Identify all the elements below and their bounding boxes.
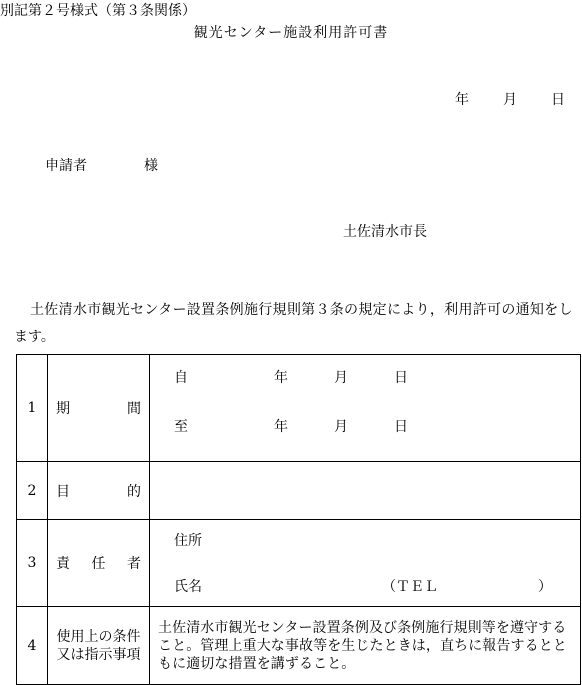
body-text-line-2: ます。	[14, 329, 55, 345]
row-number: 1	[17, 355, 48, 462]
table-row-responsible-person	[17, 520, 581, 607]
conditions-label: 使用上の条件 又は指示事項	[48, 607, 150, 685]
responsible-person-field[interactable]	[150, 520, 581, 607]
period-to-line: 至 年 月 日	[174, 419, 408, 435]
table-row-purpose	[17, 462, 581, 520]
tel-close: ）	[538, 579, 552, 595]
issuer-name: 土佐清水市長	[343, 224, 427, 240]
applicant-line	[45, 158, 158, 174]
table-row-conditions	[17, 607, 581, 685]
purpose-field[interactable]	[150, 462, 581, 520]
conditions-content	[150, 607, 581, 685]
applicant-label: 申請者	[45, 158, 87, 174]
period-from-line: 自 年 月 日	[174, 370, 408, 386]
issue-date-month: 月	[503, 92, 517, 108]
issue-date-line	[455, 92, 565, 108]
name-label: 氏名	[174, 579, 202, 595]
row-number: 4	[17, 607, 48, 685]
responsible-person-label: 責 任 者	[48, 520, 150, 607]
conditions-text: 土佐清水市観光センター設置条例及び条例施行規則等を遵守すること。管理上重大な事故等を生じたときは，直ちに報告するとともに適切な措置を講ずること。	[158, 619, 567, 672]
purpose-label: 目 的	[48, 462, 150, 520]
row-number: 3	[17, 520, 48, 607]
body-text-line-1: 土佐清水市観光センター設置条例施行規則第３条の規定により，利用許可の通知をし	[30, 302, 573, 318]
issue-date-year: 年	[455, 92, 469, 108]
issue-date-day: 日	[551, 92, 565, 108]
row-number: 2	[17, 462, 48, 520]
tel-open: （ＴＥＬ	[382, 579, 438, 595]
table-row-period	[17, 355, 581, 462]
period-label: 期 間	[48, 355, 150, 462]
form-number-label: 別記第２号様式（第３条関係）	[0, 3, 196, 19]
address-label: 住所	[174, 533, 202, 549]
document-title: 観光センター施設利用許可書	[193, 25, 389, 41]
period-field[interactable]	[150, 355, 581, 462]
permit-details-table	[16, 354, 581, 685]
applicant-suffix: 様	[144, 158, 158, 174]
